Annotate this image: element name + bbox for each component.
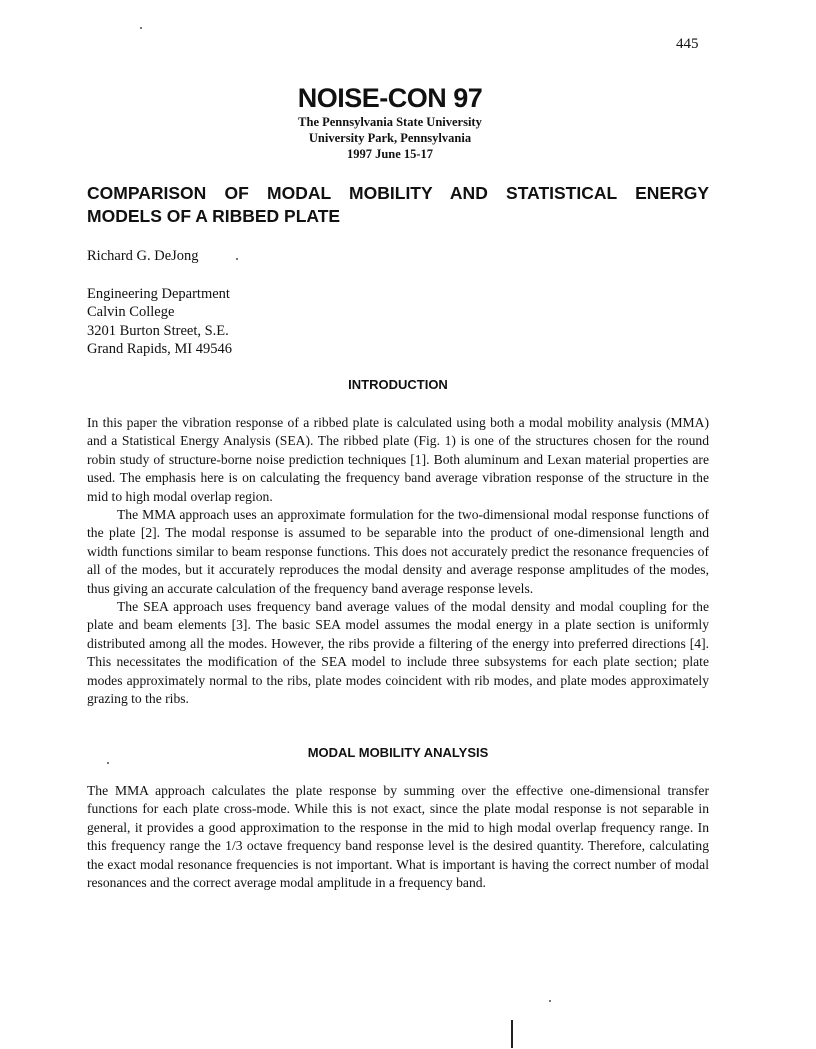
text-cursor-bar: [511, 1020, 513, 1048]
section-heading-mma: MODAL MOBILITY ANALYSIS: [307, 745, 489, 760]
section-heading-introduction: INTRODUCTION: [348, 377, 448, 392]
conference-institution: The Pennsylvania State University: [298, 115, 482, 129]
affiliation-department: Engineering Department: [87, 286, 230, 302]
scan-speck: [549, 1000, 551, 1002]
author-name: Richard G. DeJong: [87, 248, 199, 264]
introduction-paragraph: The SEA approach uses frequency band average values of the modal density and modal coupling for the plate and beam elements [3]. The basic SEA model assumes the modal energy in a plate section is uniformly distributed among all the modes. However, the ribs provide a filtering of the energy into preferred directions [4]. This necessitates the modification of the SEA model to include three subsystems for each plate section; plate modes approximately normal to the ribs, plate modes coincident with rib modes, and plate modes approximately grazing to the ribs.: [87, 599, 709, 707]
conference-header: [0, 82, 780, 162]
paper-title-line-2: MODELS OF A RIBBED PLATE: [87, 206, 341, 226]
scan-speck: [140, 27, 142, 29]
affiliation-street: 3201 Burton Street, S.E.: [87, 322, 229, 339]
scan-speck: [236, 258, 238, 260]
conference-title: NOISE-CON 97: [297, 83, 483, 113]
paper-title-line-1: COMPARISON OF MODAL MOBILITY AND STATISTICAL ENERGY: [87, 183, 709, 203]
scan-speck: [107, 762, 109, 764]
affiliation-city: Grand Rapids, MI 49546: [87, 340, 232, 357]
introduction-body: [87, 414, 709, 709]
introduction-paragraph: The MMA approach uses an approximate formulation for the two-dimensional modal response functions of the plate [2]. The modal response is assumed to be separable into the product of one-dimensional length and width functions similar to beam response functions. This does not accurately predict the resonance frequencies of all of the modes, but it accurately reproduces the modal density and average response amplitudes of the modes, thus giving an accurate calculation of the frequency band average response levels.: [87, 507, 709, 596]
author-affiliation: [87, 285, 232, 358]
conference-location: University Park, Pennsylvania: [308, 131, 472, 145]
introduction-paragraph: In this paper the vibration response of a ribbed plate is calculated using both a modal mobility analysis (MMA) and a Statistical Energy Analysis (SEA). The ribbed plate (Fig. 1) is one of the structures chosen for the round robin study of structure-borne noise prediction techniques [1]. Both aluminum and Lexan material properties are used. The emphasis here is on calculating the frequency band average vibration response of the structure in the mid to high modal overlap region.: [87, 415, 709, 504]
page-number: 445: [676, 36, 699, 52]
affiliation-institution: Calvin College: [87, 304, 175, 321]
mma-paragraph: The MMA approach calculates the plate response by summing over the effective one-dimensional transfer functions for each plate cross-mode. While this is not exact, since the plate modal response is not separable in general, it provides a good approximation to the response in the mid to high modal overlap frequency range. In this frequency range the 1/3 octave frequency band response level is the desired quantity. Therefore, calculating the exact modal resonance frequencies is not important. What is important is having the correct number of modal resonances and the correct average modal amplitude in a frequency band.: [87, 783, 709, 891]
conference-dates: 1997 June 15-17: [346, 147, 434, 161]
mma-body: [87, 782, 709, 892]
paper-title: [87, 182, 709, 228]
